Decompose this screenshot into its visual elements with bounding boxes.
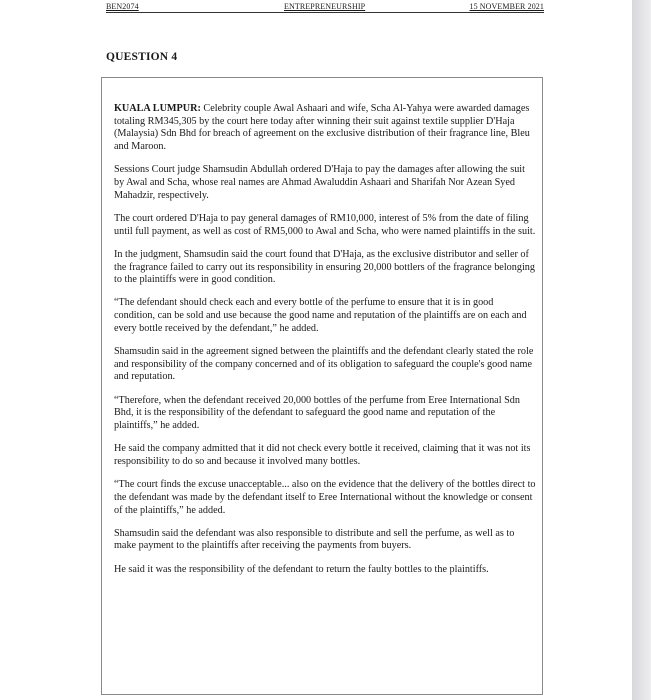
article-paragraph-1 xyxy=(114,103,536,154)
article-paragraph-9: “The court finds the excuse unacceptable... also on the evidence that the delivery of the bottles direct to the defendant was made by the defendant itself to Eree International without the knowledge or consent of the plaintiffs,” he added. xyxy=(114,479,536,516)
article-dateline: KUALA LUMPUR: xyxy=(114,103,201,114)
question-title: QUESTION 4 xyxy=(106,51,178,63)
article-paragraph-1-text: Celebrity couple Awal Ashaari and wife, Scha Al-Yahya were awarded damages totaling RM345,305 by the court here today after winning their suit against textile supplier D'Haja (Malaysia) Sdn Bhd for breach of agreement on the exclusive distribution of their fragrance line, Bleu and Maroon. xyxy=(114,103,530,153)
page-edge-shadow xyxy=(632,0,651,700)
article-paragraph-2: Sessions Court judge Shamsudin Abdullah ordered D'Haja to pay the damages after allowing the suit by Awal and Scha, whose real names are Ahmad Awaluddin Ashaari and Sharifah Nor Azean Syed Mahadzir, respectively. xyxy=(114,164,525,201)
page-header xyxy=(106,2,544,13)
article-paragraph-11: He said it was the responsibility of the defendant to return the faulty bottles to the plaintiffs. xyxy=(114,563,489,575)
article-box xyxy=(101,77,543,695)
subject-title: ENTREPRENEURSHIP xyxy=(284,2,366,11)
article-paragraph-4: In the judgment, Shamsudin said the court found that D'Haja, as the exclusive distributor and seller of the fragrance failed to carry out its responsibility in ensuring 20,000 bottlers of the fragrance belonging to the plaintiffs were in good condition. xyxy=(114,248,535,286)
article-paragraph-10: Shamsudin said the defendant was also responsible to distribute and sell the perfume, as well as to make payment to the plaintiffs after receiving the payments from buyers. xyxy=(114,527,515,552)
article-paragraph-5: “The defendant should check each and every bottle of the perfume to ensure that it is in good condition, can be sold and use because the good name and reputation of the plaintiffs are on each and every bottle received by the defendant,” he added. xyxy=(114,297,527,334)
course-code: BEN2074 xyxy=(106,2,139,11)
article-paragraph-8: He said the company admitted that it did not check every bottle it received, claiming that it was not its responsibility to do so and because it involved many bottles. xyxy=(114,443,531,467)
article-paragraph-6: Shamsudin said in the agreement signed between the plaintiffs and the defendant clearly stated the role and responsibility of the company concerned and of its obligation to safeguard the couple's good name and reputation. xyxy=(114,346,534,383)
article-paragraph-3: The court ordered D'Haja to pay general damages of RM10,000, interest of 5% from the date of filing until full payment, as well as cost of RM5,000 to Awal and Scha, who were named plaintiffs in the suit. xyxy=(114,212,536,237)
exam-date: 15 NOVEMBER 2021 xyxy=(469,2,544,11)
article-paragraph-7: “Therefore, when the defendant received 20,000 bottles of the perfume from Eree International Sdn Bhd, it is the responsibility of the defendant to safeguard the good name and reputation of the plaintiffs,” he added. xyxy=(114,394,520,432)
